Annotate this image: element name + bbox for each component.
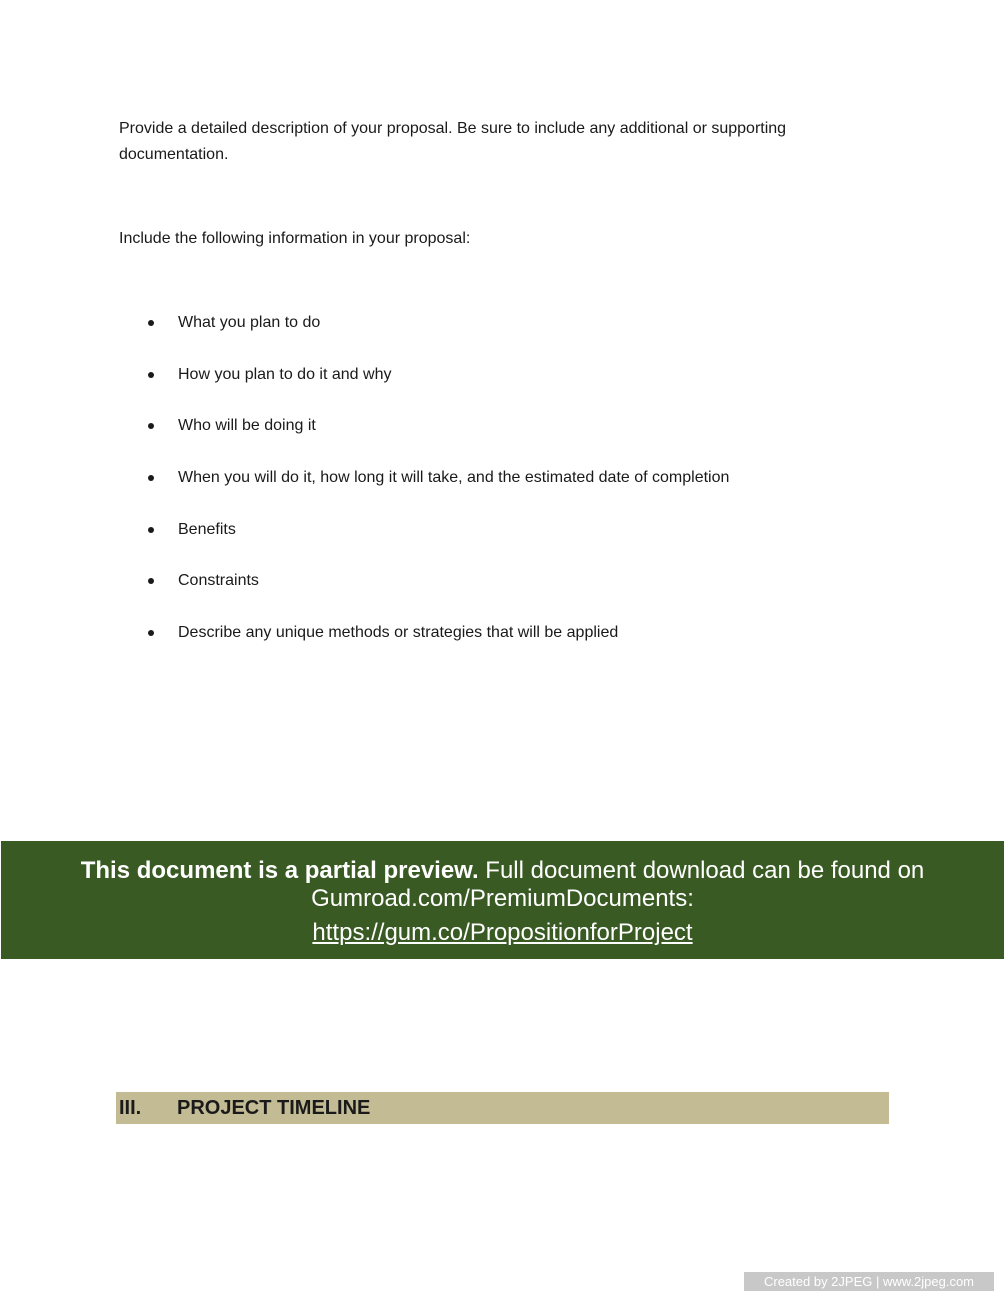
banner-text: Full document download can be found on: [478, 857, 925, 884]
bullet-icon: [148, 630, 154, 636]
section-heading: [116, 1092, 889, 1124]
requirements-list: [119, 310, 729, 672]
list-item: [119, 413, 729, 465]
include-heading: Include the following information in your proposal:: [119, 230, 471, 247]
banner-line-1: [1, 857, 1004, 885]
list-item: [119, 517, 729, 569]
list-item-text: What you plan to do: [178, 314, 321, 331]
list-item: [119, 620, 729, 672]
list-item-text: Constraints: [178, 572, 259, 590]
list-item: [119, 362, 729, 414]
download-link[interactable]: https://gum.co/PropositionforProject: [312, 919, 693, 946]
section-title: PROJECT TIMELINE: [177, 1097, 371, 1119]
bullet-icon: [148, 423, 154, 429]
section-number: III.: [119, 1097, 142, 1119]
list-item: [119, 465, 729, 517]
list-item-text: How you plan to do it and why: [178, 365, 392, 383]
banner-line-2: Gumroad.com/PremiumDocuments:: [311, 885, 694, 912]
bullet-icon: [148, 475, 154, 481]
watermark-tag: Created by 2JPEG | www.2jpeg.com: [744, 1272, 994, 1291]
list-item-text: When you will do it, how long it will take, and the estimated date of completion: [178, 469, 730, 487]
list-item: [119, 310, 729, 362]
bullet-icon: [148, 527, 154, 533]
list-item-text: Who will be doing it: [178, 417, 316, 435]
bullet-icon: [148, 372, 154, 378]
banner-bold-text: This document is a partial preview.: [80, 857, 479, 884]
list-item: [119, 568, 729, 620]
preview-banner: [1, 841, 1004, 959]
bullet-icon: [148, 320, 154, 326]
list-item-text: Describe any unique methods or strategies that will be applied: [178, 624, 619, 642]
intro-paragraph: Provide a detailed description of your proposal. Be sure to include any additional or supporting documentation.: [119, 120, 787, 163]
bullet-icon: [148, 578, 154, 584]
list-item-text: Benefits: [178, 520, 236, 538]
